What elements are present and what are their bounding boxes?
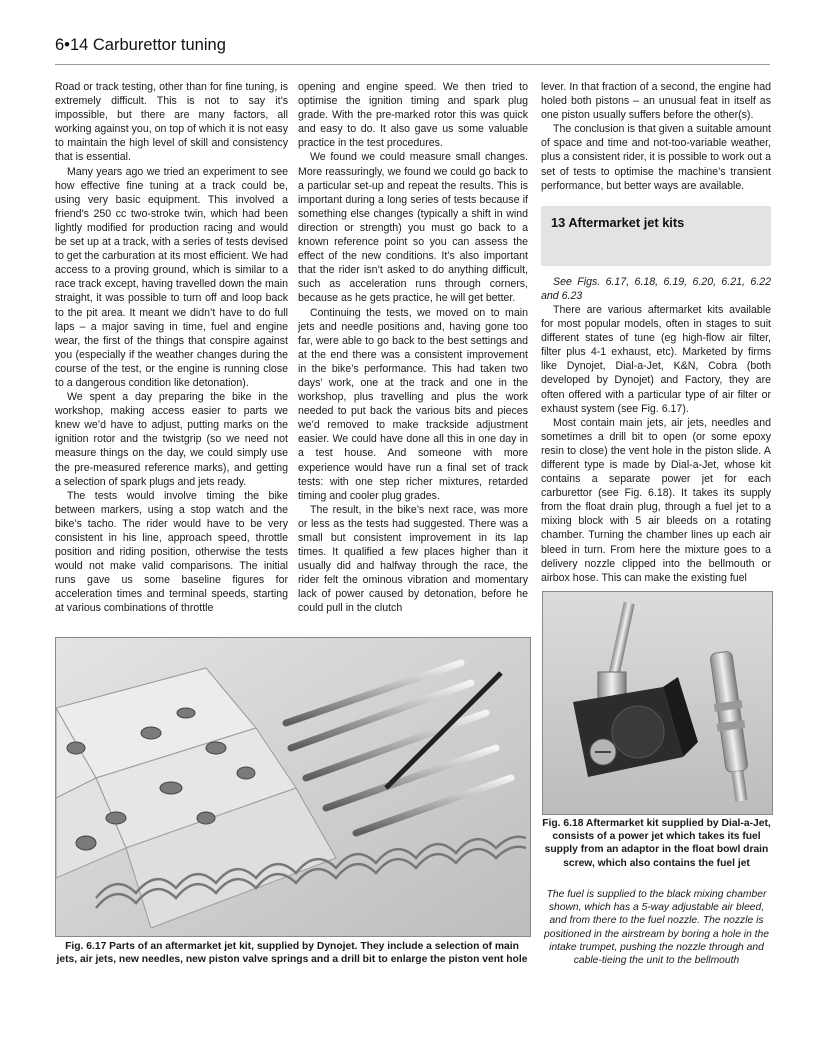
figure-reference: See Figs. 6.17, 6.18, 6.19, 6.20, 6.21, 6.22 and 6.23 xyxy=(541,275,771,302)
fig-6-18-subcaption: The fuel is supplied to the black mixing chamber shown, which has a 5-way adjustable air bleed, and from there to the fuel nozzle. The nozzle is positioned in the airstream by boring a hole in the intake trumpet, pushing the nozzle through and cable-tieing the unit to the bellmouth xyxy=(544,889,769,967)
paragraph: Continuing the tests, we moved on to main jets and needle positions and, having gone too far, were able to go back to the best settings and at the end there was a consistent improvement in the bike’s performance. This had taken two days’ work, one at the track and one in the workshop, plus travelling and plus the work needed to put back the various bits and pieces we’d removed to make trackside adjustment easier. We could have done all this in one day in a test house. And someone with more experience would have run a final set of track tests: with one step richer mixtures, retarded timing and cooler plug grades. xyxy=(298,306,528,502)
paragraph: Road or track testing, other than for fine tuning, is extremely difficult. This is not to say it’s impossible, but there are many factors, all working against you, on top of which it is not easy to maintain the high level of skill and consistency that is essential. xyxy=(55,81,288,164)
fig-6-17-caption: Fig. 6.17 Parts of an aftermarket jet kit, supplied by Dynojet. They include a selection of main jets, air jets, new needles, new piston valve springs and a drill bit to enlarge the piston vent hole xyxy=(56,941,528,966)
paragraph: We found we could measure small changes. More reassuringly, we found we could go back to a particular set-up and repeat the results. This is important during a long series of tests because if something else changes (typically a shift in wind direction or strength) you must go back to a known reference point so you can assess the effect of the new conditions. It’s also important that the rider isn’t asked to do anything difficult, such as acceleration runs through corners, because as he gets practice, he will get better. xyxy=(298,151,528,305)
paragraph: We spent a day preparing the bike in the workshop, making access easier to parts we knew we’d have to adjust, putting marks on the ignition rotor and the twistgrip (so we need not measure things on the day, we could simply use the pre-measured reference marks), and getting a selection of spark plugs and jets ready. xyxy=(55,391,288,488)
text-column-1 xyxy=(55,80,288,616)
fig-6-18-caption: Fig. 6.18 Aftermarket kit supplied by Dial-a-Jet, consists of a power jet which takes its fuel supply from an adaptor in the float bowl drain screw, which also contains the fuel jet xyxy=(542,818,771,869)
paragraph: Most contain main jets, air jets, needles and sometimes a drill bit to open (or some epoxy resin to close) the vent hole in the piston slide. A different type is made by Dial-a-Jet, whose kit contains a separate power jet for each carburettor (see Fig. 6.18). It takes its supply from the float drain plug, through a fuel jet to a mixing block with 5 air bleeds on a rotating chamber. Turning the chamber lines up each air bleed in turn. From here the mixture goes to a delivery nozzle clipped into the bellmouth or airbox hose. This can make the existing fuel xyxy=(541,416,771,584)
paragraph: The conclusion is that given a suitable amount of space and time and not-too-variable weather, plus a consistent rider, it is possible to work out a set of tests to optimise the machine’s transient performance, but better ways are available. xyxy=(541,123,771,192)
paragraph: There are various aftermarket kits available for most popular models, often in stages to suit different states of tune (eg high-flow air filter, filter plus 4-1 exhaust, etc). Marketed by firms like Dynojet, Dial-a-Jet, K&N, Cobra (both developed by Dynojet) and Factory, they are often offered with a particular type of air filter or exhaust system (see Fig. 6.17). xyxy=(541,303,771,415)
page-title: 6•14 Carburettor tuning xyxy=(55,36,226,54)
paragraph: lever. In that fraction of a second, the engine had holed both pistons – an unusual feat in itself as one piston usually suffers before the other(s). xyxy=(541,81,771,122)
fig-6-17-photo xyxy=(55,637,531,937)
paragraph: opening and engine speed. We then tried to optimise the ignition timing and spark plug grade. With the pre-marked rotor this was quick and easy to do. It also gave us some valuable practice in the test procedures. xyxy=(298,81,528,150)
paragraph: Many years ago we tried an experiment to see how effective fine tuning at a track could be, using very basic equipment. This involved a friend’s 250 cc two-stroke twin, which had been lightly modified for production racing and would be set up at a track, with a series of tests devised to get the carburation at its most efficient. We had access to a proving ground, which is similar to a race track except, having travelled down the main straight, it was possible to turn off and loop back to the pit area. It meant we didn’t have to do full laps – a major saving in time, fuel and engine wear, the first of the things that conspire against you (especially if the weather changes during the course of the test, or the engine is running close to a dangerous condition like detonation). xyxy=(55,165,288,389)
header-rule xyxy=(55,64,770,65)
paragraph: The result, in the bike’s next race, was more or less as the tests had suggested. There was a small but consistent improvement in its lap times. It qualified a few places higher than it usually did and halfway through the race, the rider felt the ominous vibration and momentary lack of power caused by detonation, before he could pull in the clutch xyxy=(298,503,528,615)
section-heading: 13 Aftermarket jet kits xyxy=(541,206,771,266)
fig-6-18-photo xyxy=(542,591,773,815)
text-column-2 xyxy=(298,80,528,616)
text-column-3 xyxy=(541,80,771,585)
paragraph: The tests would involve timing the bike between markers, using a stop watch and the bike’s tacho. The rider would have to be very consistent in his line, approach speed, throttle position and riding position, otherwise the tests would not make valid comparisons. The initial runs gave us some baseline figures for acceleration times and terminal speeds, starting at various combinations of throttle xyxy=(55,489,288,615)
